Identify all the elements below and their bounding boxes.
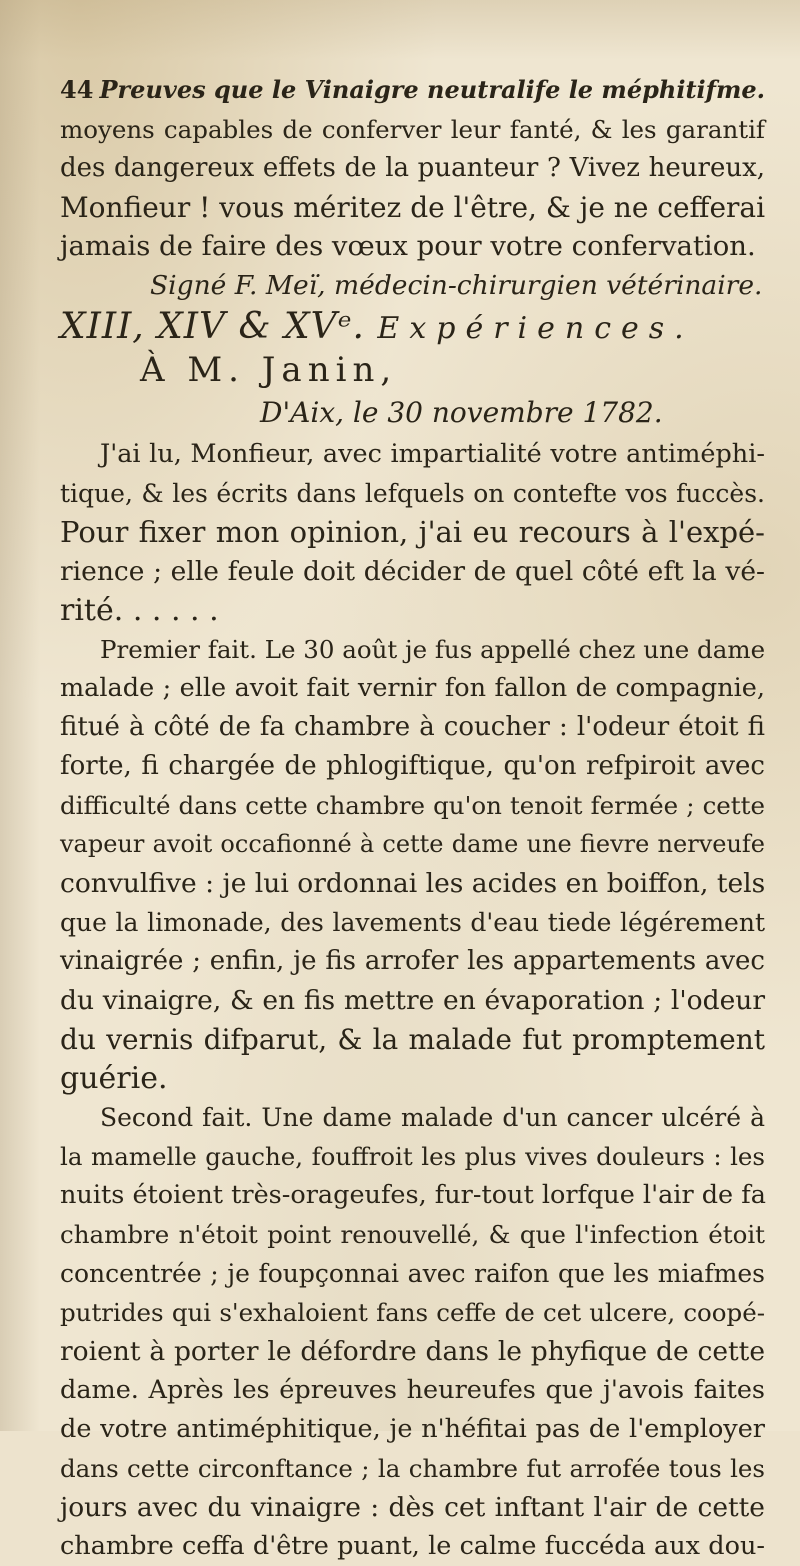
page-number: 44 <box>60 75 94 104</box>
text-line: Monfieur ! vous méritez de l'être, & je ne cefferai <box>60 191 766 224</box>
text-line: que la limonade, des lavements d'eau tiede légérement <box>60 908 765 937</box>
text-line: nuits étoient très-orageufes, fur-tout lorfque l'air de fa <box>60 1180 766 1210</box>
text-line: jours avec du vinaigre : dès cet inftant l'air de cette <box>60 1492 765 1523</box>
text-line: du vinaigre, & en fis mettre en évaporation ; l'odeur <box>60 985 765 1016</box>
text-line: rité. . . . . . <box>60 593 219 628</box>
dateline: D'Aix, le 30 novembre 1782. <box>260 396 663 429</box>
text-line: jamais de faire des vœux pour votre confervation. <box>60 230 756 262</box>
text-line: moyens capables de conferver leur fanté, & les garantif <box>60 115 765 144</box>
text-line: chambre ceffa d'être puant, le calme fuccéda aux dou- <box>60 1531 765 1561</box>
section-heading <box>60 305 765 349</box>
text-line: la mamelle gauche, fouffroit les plus vives douleurs : les <box>60 1142 765 1171</box>
running-header <box>60 70 765 110</box>
text-line: du vernis difparut, & la malade fut promptement <box>60 1023 765 1056</box>
running-title: Preuves que le Vinaigre neutralife le méphitifme. <box>99 75 765 104</box>
text-line: roient à porter le défordre dans le phyfique de cette <box>60 1336 765 1367</box>
text-line: Second fait. Une dame malade d'un cancer ulcéré à <box>100 1103 765 1132</box>
text-line: guérie. <box>60 1061 168 1096</box>
text-line: vinaigrée ; enfin, je fis arrofer les appartements avec <box>60 946 765 976</box>
text-line: de votre antiméphitique, je n'héfitai pas de l'employer <box>60 1414 765 1444</box>
text-line: malade ; elle avoit fait vernir fon fallon de compagnie, <box>60 673 765 703</box>
paragraph-second-fait <box>60 1098 765 1566</box>
text-line: convulfive : je lui ordonnai les acides en boiffon, tels <box>60 868 766 899</box>
page-gutter-shadow <box>0 0 40 1431</box>
text-line: Premier fait. Le 30 août je fus appellé chez une dame <box>100 635 766 664</box>
page-top-discoloration <box>0 0 800 60</box>
addressee: À M. Janin, <box>140 350 398 390</box>
text-line: difficulté dans cette chambre qu'on tenoit fermée ; cette <box>60 791 765 820</box>
text-line: Pour fixer mon opinion, j'ai eu recours à l'expé- <box>60 515 765 549</box>
text-line: putrides qui s'exhaloient fans ceffe de cet ulcere, coopé- <box>60 1298 765 1327</box>
text-line: tique, & les écrits dans lefquels on contefte vos fuccès. <box>60 479 765 508</box>
text-line: dans cette circonftance ; la chambre fut arrofée tous les <box>60 1454 765 1483</box>
paragraph-introduction <box>60 435 765 630</box>
text-line: concentrée ; je foupçonnai avec raifon que les miafmes <box>60 1259 765 1288</box>
text-line: J'ai lu, Monfieur, avec impartialité votre antiméphi- <box>100 439 765 469</box>
text-line: des dangereux effets de la puanteur ? Vivez heureux, <box>60 153 765 183</box>
text-line: rience ; elle feule doit décider de quel côté eft la vé- <box>60 556 765 587</box>
paragraph-closing-letter <box>60 110 765 305</box>
text-line: dame. Après les épreuves heureufes que j'avois faites <box>60 1375 765 1405</box>
text-line: forte, fi chargée de phlogiftique, qu'on refpiroit avec <box>60 751 765 781</box>
text-line: chambre n'étoit point renouvellé, & que l'infection étoit <box>60 1220 765 1249</box>
page-text <box>60 70 765 1566</box>
signature: Signé F. Meï, médecin-chirurgien vétérinaire. <box>150 270 763 301</box>
section-numbers: XIII, XIV & XVᵉ. <box>60 306 365 347</box>
paragraph-premier-fait <box>60 630 765 1098</box>
text-line: fitué à côté de fa chambre à coucher : l'odeur étoit fi <box>60 712 765 742</box>
section-title: Expériences. <box>377 311 694 346</box>
text-line: vapeur avoit occafionné à cette dame une fievre nerveufe <box>60 830 765 858</box>
